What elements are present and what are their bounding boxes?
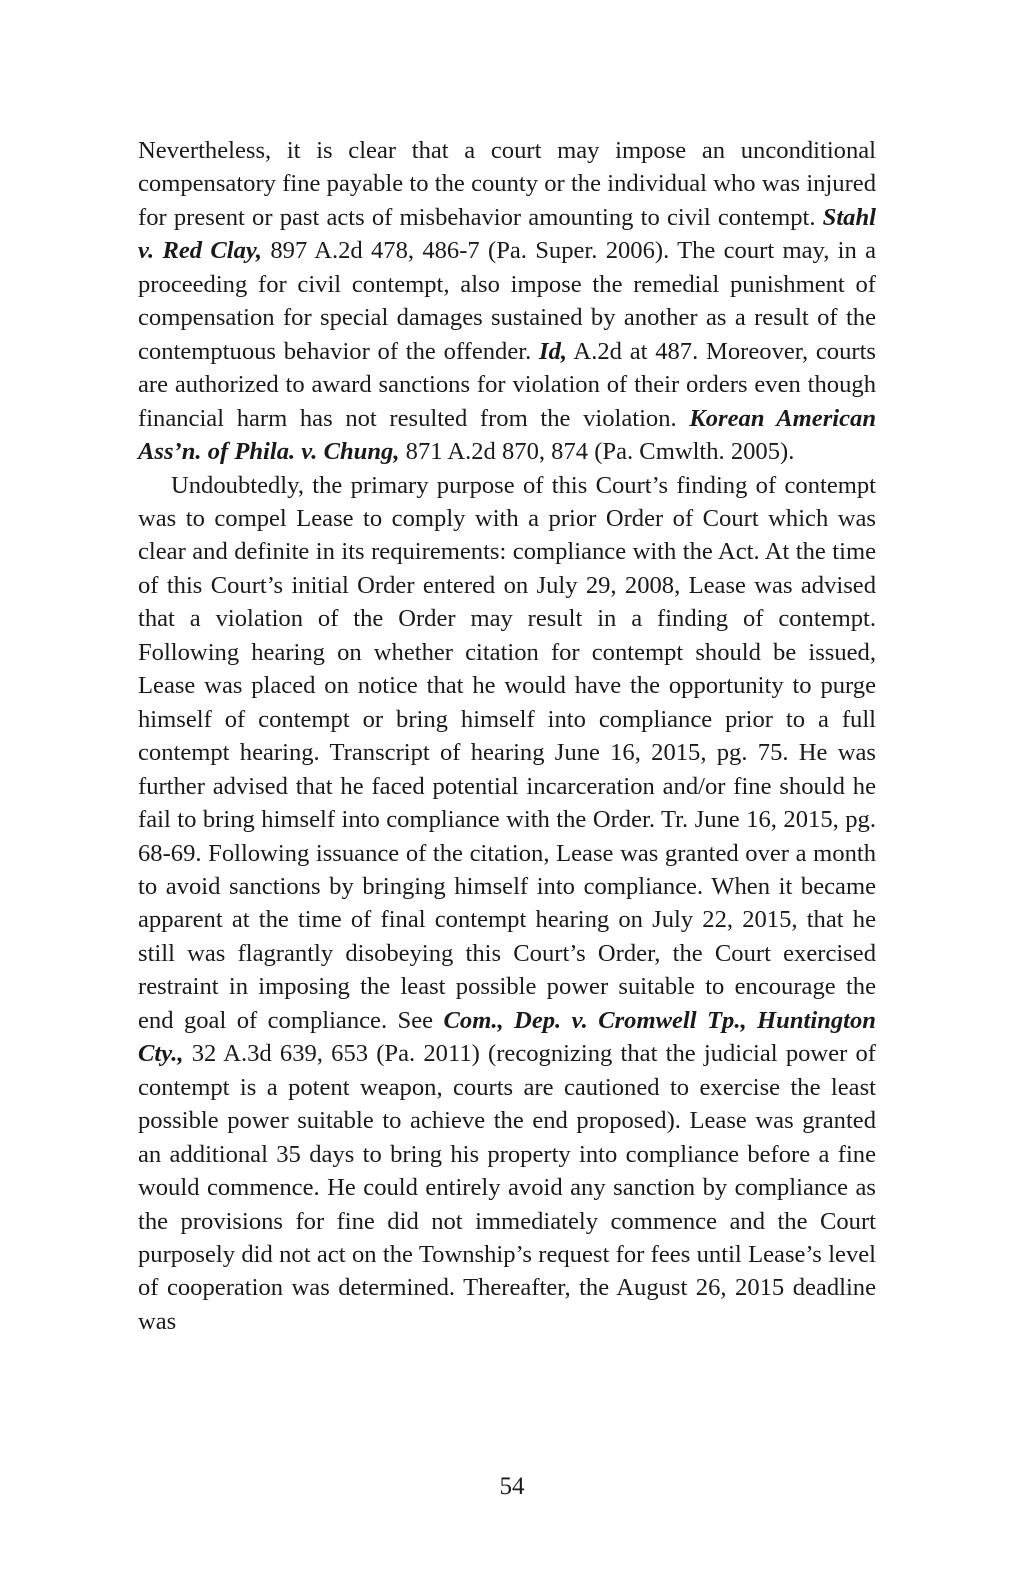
- case-citation-korean-american: Korean American Ass’n. of Phila. v. Chung,: [138, 404, 876, 466]
- case-citation-stahl: Stahl v. Red Clay,: [138, 203, 876, 265]
- paragraph-2: [138, 469, 876, 1339]
- paragraph-2-run: 32 A.3d 639, 653 (Pa. 2011) (recognizing that the judicial power of contempt is a potent weapon, courts are cautioned to exercise the least possible power suitable to achieve the end proposed). Lease was granted an additional 35 days to bring his property into compliance before a fine would commence. He could entirely avoid any sanction by compliance as the provisions for fine did not immediately commence and the Court purposely did not act on the Township’s request for fees until Lease’s level of cooperation was determined. Thereafter, the August 26, 2015 deadline was: [138, 1040, 876, 1335]
- paragraph-1-run: A.2d at 487. Moreover, courts are authorized to award sanctions for violation of their orders even though financial harm has not resulted from the violation.: [138, 337, 876, 432]
- paragraph-2-run: Undoubtedly, the primary purpose of this Court’s finding of contempt was to compel Lease to comply with a prior Order of Court which was clear and definite in its requirements: compliance with the Act. At the time of this Court’s initial Order entered on July 29, 2008, Lease was advised that a violation of the Order may result in a finding of contempt. Following hearing on whether citation for contempt should be issued, Lease was placed on notice that he would have the opportunity to purge himself of contempt or bring himself into compliance prior to a full contempt hearing. Transcript of hearing June 16, 2015, pg. 75. He was further advised that he faced potential incarceration and/or fine should he fail to bring himself into compliance with the Order. Tr. June 16, 2015, pg. 68-69. Following issuance of the citation, Lease was granted over a month to avoid sanctions by bringing himself into compliance. When it became apparent at the time of final contempt hearing on July 22, 2015, that he still was flagrantly disobeying this Court’s Order, the Court exercised restraint in imposing the least possible power suitable to encourage the end goal of compliance. See: [138, 471, 876, 1034]
- case-citation-cromwell: Com., Dep. v. Cromwell Tp., Huntington Cty.,: [138, 1006, 876, 1068]
- paragraph-1-run: Nevertheless, it is clear that a court may impose an unconditional compensatory fine payable to the county or the individual who was injured for present or past acts of misbehavior amounting to civil contempt.: [138, 137, 876, 231]
- body-text: [138, 134, 876, 1338]
- paragraph-1-run: 871 A.2d 870, 874 (Pa. Cmwlth. 2005).: [399, 438, 795, 466]
- paragraph-1-run: 897 A.2d 478, 486-7 (Pa. Super. 2006). The court may, in a proceeding for civil contempt, also impose the remedial punishment of compensation for special damages sustained by another as a result of the contemptuous behavior of the offender.: [138, 237, 877, 365]
- case-citation-id: Id,: [539, 337, 568, 365]
- page-number: 54: [499, 1473, 525, 1500]
- paragraph-1: [138, 134, 876, 469]
